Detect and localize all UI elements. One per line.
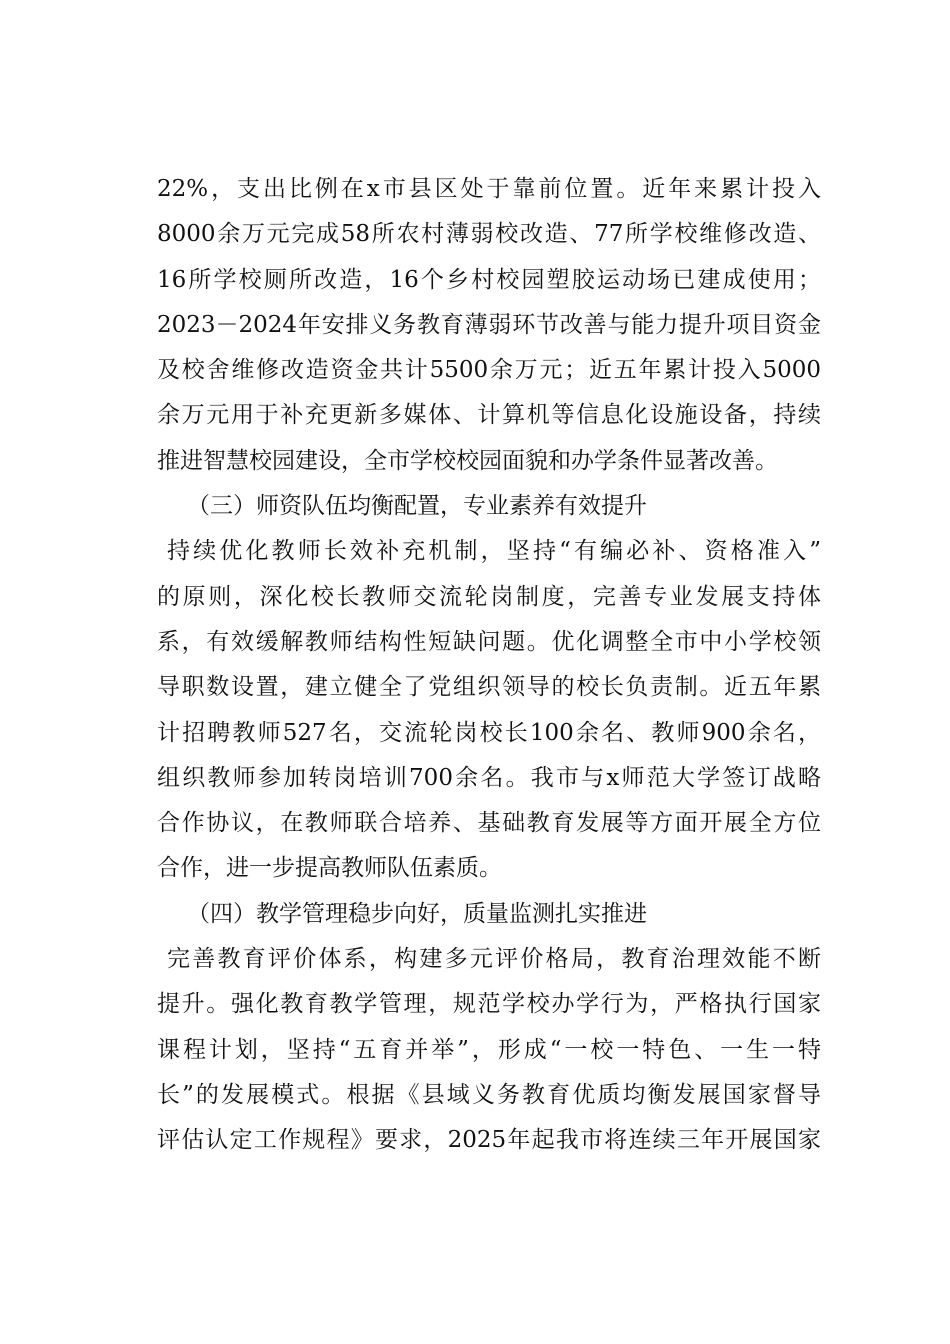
paragraph [157,167,821,484]
text-line: 持续优化教师长效补充机制，坚持“有编必补、资格准入” [167,538,821,565]
text-line: 合作协议，在教师联合培养、基础教育发展等方面开展全方位 [157,810,821,837]
text-line: 完善教育评价体系，构建多元评价格局，教育治理效能不断 [167,946,821,973]
text-line: 8000余万元完成58所农村薄弱校改造、77所学校维修改造、 [157,221,821,248]
text-line: 导职数设置，建立健全了党组织领导的校长负责制。近五年累 [157,674,821,701]
section-heading [157,484,821,529]
text-line: 推进智慧校园建设，全市学校校园面貌和办学条件显著改善。 [157,447,778,474]
text-line: 组织教师参加转岗培训700余名。我市与x师范大学签订战略 [157,764,821,791]
text-line: 余万元用于补充更新多媒体、计算机等信息化设施设备，持续 [157,402,821,429]
text-line: （四）教学管理稳步向好，质量监测扎实推进 [187,900,647,927]
text-line: 22%，支出比例在x市县区处于靠前位置。近年来累计投入 [157,176,821,202]
paragraph [157,529,821,891]
text-line: 课程计划，坚持“五育并举”，形成“一校一特色、一生一特 [157,1036,821,1063]
text-line: （三）师资队伍均衡配置，专业素养有效提升 [187,493,647,520]
document-page [157,167,821,1164]
text-line: 系，有效缓解教师结构性短缺问题。优化调整全市中小学校领 [157,628,821,655]
text-line: 长”的发展模式。根据《县域义务教育优质均衡发展国家督导 [157,1081,821,1108]
section-heading [157,892,821,937]
paragraph [157,937,821,1163]
text-line: 的原则，深化校长教师交流轮岗制度，完善专业发展支持体 [157,583,821,610]
text-line: 提升。强化教育教学管理，规范学校办学行为，严格执行国家 [157,991,821,1018]
text-line: 合作，进一步提高教师队伍素质。 [157,855,502,882]
text-line: 2023－2024年安排义务教育薄弱环节改善与能力提升项目资金 [157,311,821,338]
text-line: 及校舍维修改造资金共计5500余万元；近五年累计投入5000 [157,357,821,384]
text-line: 计招聘教师527名，交流轮岗校长100余名、教师900余名， [157,719,821,746]
text-line: 16所学校厕所改造，16个乡村校园塑胶运动场已建成使用； [157,266,821,293]
text-line: 评估认定工作规程》要求，2025年起我市将连续三年开展国家 [157,1127,821,1154]
